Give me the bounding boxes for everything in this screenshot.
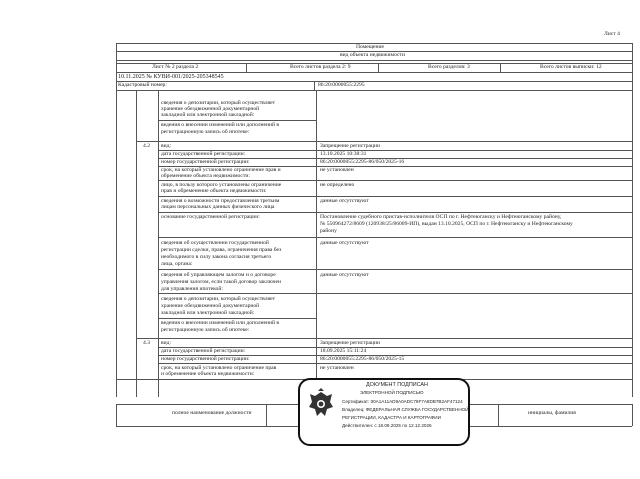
depo-label: закладной или электронной закладной:: [161, 310, 255, 316]
depo-label: сведения о депозитарии, который осуществляет: [161, 296, 276, 302]
rule: [500, 63, 501, 72]
rule: [158, 90, 159, 397]
rule: [316, 90, 317, 397]
stamp-validity: Действителен: с 18.09.2025 по 12.12.2026: [342, 423, 432, 428]
section-title: Помещение: [356, 44, 385, 50]
signature-label: инициалы, фамилия: [528, 410, 576, 416]
cadastral-value: 86:20:0000055:2295: [318, 82, 365, 88]
rule: [116, 90, 632, 91]
stamp-owner: РЕГИСТРАЦИИ, КАДАСТРА И КАРТОГРАФИИ: [342, 415, 441, 420]
third-party-label: сведения о возможности предоставления третьим: [161, 198, 280, 204]
cadastral-label: Кадастровый номер:: [118, 82, 167, 88]
pledge-label: сведения об управляющем залогом и о договоре: [161, 272, 276, 278]
date-value: 18.09.2025 15:11:24: [320, 348, 367, 354]
regnum-label: номер государственной регистрации:: [161, 356, 250, 362]
pledge-label: для управления ипотекой:: [161, 286, 223, 292]
stamp-title: ДОКУМЕНТ ПОДПИСАН: [366, 382, 428, 388]
basis-label: основание государственной регистрации:: [161, 214, 260, 220]
changes-label: ведения о внесении изменений или дополнений в: [161, 320, 279, 326]
rule: [158, 318, 316, 319]
rule: [498, 404, 499, 426]
coat-of-arms-icon: [306, 388, 336, 422]
rule: [116, 81, 632, 82]
rule: [158, 212, 632, 213]
stamp-cert: Сертификат: 00A1A11AD9A0ADC76F7A8DB7B2AF47124: [342, 399, 463, 404]
rule: [158, 237, 632, 238]
basis-value: району: [320, 228, 337, 234]
law-label: необходимого в силу закона согласия третьего: [161, 254, 272, 260]
rule: [116, 72, 632, 73]
date-label: дата государственной регистрации:: [161, 348, 246, 354]
rule: [158, 269, 632, 270]
basis-value: № 550964272/8609 (120938/25/86009-ИП), выдан 13.10.2025, ОСП по г. Нефтеюганску и Нефтеюганскому: [320, 221, 573, 227]
rule: [246, 63, 247, 72]
object-type: вид объекта недвижимости: [340, 52, 405, 58]
rule: [136, 90, 137, 397]
total-sheets-extract: Всего листов выписки: 12: [540, 64, 602, 70]
depo-label: сведения о депозитарии, который осуществляет: [161, 100, 276, 106]
date-value: 13.10.2025 10:38:31: [320, 151, 367, 157]
rule: [158, 120, 316, 121]
kind-label: вид:: [161, 143, 172, 149]
rule: [116, 404, 117, 426]
law-label: сведения об осуществлении государственной: [161, 240, 269, 246]
kind-value: Запрещение регистрации: [320, 143, 380, 149]
person-value: не определено: [320, 182, 355, 188]
rule: [136, 338, 632, 339]
rule: [158, 363, 632, 364]
entry-number: 4.2: [143, 143, 150, 149]
total-sections: Всего разделов: 3: [428, 64, 470, 70]
rule: [314, 81, 315, 90]
depo-label: хранение обездвиженной документарной: [161, 303, 260, 309]
term-label: срок, на который установлено ограничение прав: [161, 365, 277, 371]
regnum-value: 86:20:0000055:2295-86/050/2025-15: [320, 356, 405, 362]
rule: [116, 60, 632, 61]
rule: [632, 90, 633, 397]
rule: [158, 196, 632, 197]
rule: [116, 90, 117, 397]
term-label: и обременение объекта недвижимости:: [161, 371, 255, 377]
rule: [632, 404, 633, 426]
term-value: не установлен: [320, 365, 354, 371]
sheet-label: Лист 4: [604, 31, 620, 37]
position-label: полное наименование должности: [172, 410, 252, 416]
pledge-value: данные отсутствуют: [320, 272, 369, 278]
e-signature-stamp: [298, 378, 470, 446]
depo-label: хранение обездвиженной документарной: [161, 106, 260, 112]
regnum-label: номер государственной регистрации:: [161, 159, 250, 165]
law-label: лица, органа:: [161, 261, 193, 267]
rule: [632, 43, 633, 93]
depo-label: закладной или электронной закладной:: [161, 112, 255, 118]
third-party-label: лицам персональных данных физического лица: [161, 204, 275, 210]
rule: [158, 180, 632, 181]
rule: [378, 63, 379, 72]
law-value: данные отсутствуют: [320, 240, 369, 246]
stamp-subtitle: ЭЛЕКТРОННОЙ ПОДПИСЬЮ: [360, 390, 424, 395]
basis-value: Постановление судебного пристав-исполнителя ОСП по г. Нефтеюганску и Нефтеюганскому району,: [320, 214, 562, 220]
rule: [158, 293, 632, 294]
term-value: не установлен: [320, 167, 354, 173]
changes-label: ведения о внесении изменений или дополнений в: [161, 122, 279, 128]
doc-number: 10.11.2025 № КУВИ-001/2025-205348545: [118, 74, 224, 80]
law-label: регистрации сделки, права, ограничения права без: [161, 247, 282, 253]
sheet-of-section: Лист № 2 раздела 2: [152, 64, 199, 70]
person-label: прав и обременение объекта недвижимости:: [161, 188, 267, 194]
changes-label: регистрационную запись об ипотеке:: [161, 129, 250, 135]
rule: [136, 141, 632, 142]
term-label: срок, на который установлено ограничение прав и: [161, 167, 281, 173]
kind-label: вид:: [161, 340, 172, 346]
changes-label: регистрационную запись об ипотеке:: [161, 327, 250, 333]
entry-number: 4.3: [143, 340, 150, 346]
kind-value: Запрещение регистрации: [320, 340, 380, 346]
stamp-owner: Владелец: ФЕДЕРАЛЬНАЯ СЛУЖБА ГОСУДАРСТВЕННОЙ: [342, 407, 469, 412]
total-sheets-section: Всего листов раздела 2: 9: [290, 64, 351, 70]
third-party-value: данные отсутствуют: [320, 198, 369, 204]
date-label: дата государственной регистрации:: [161, 151, 246, 157]
term-label: обременение объекта недвижимости:: [161, 173, 250, 179]
person-label: лицо, в пользу которого установлены ограничение: [161, 182, 282, 188]
pledge-label: управления залогом, если такой договор заключен: [161, 279, 281, 285]
rule: [266, 404, 267, 426]
regnum-value: 86:20:0000055:2295-86/050/2025-16: [320, 159, 405, 165]
